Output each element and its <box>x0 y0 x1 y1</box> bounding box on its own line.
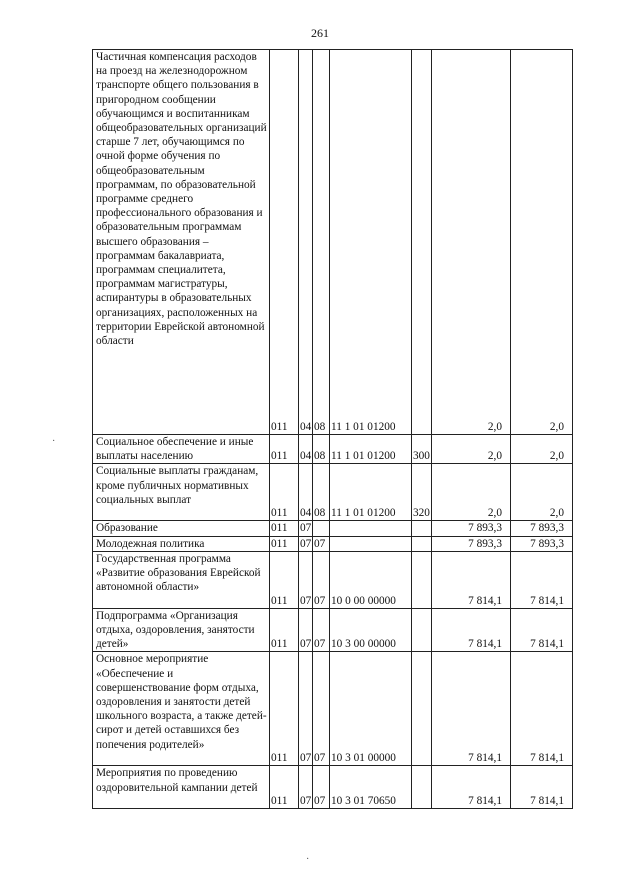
section-code: 07 <box>299 766 313 809</box>
target-article-code: 11 1 01 01200 <box>330 464 412 521</box>
grbs-code: 011 <box>270 608 299 652</box>
row-name: Подпрограмма «Организация отдыха, оздоровления, занятости детей» <box>93 608 270 652</box>
subsection-code: 08 <box>313 435 330 464</box>
expense-type-code <box>412 652 432 766</box>
amount-1: 2,0 <box>432 435 511 464</box>
subsection-code: 07 <box>313 551 330 608</box>
table-row <box>93 464 573 521</box>
amount-2: 7 814,1 <box>511 551 573 608</box>
amount-2: 2,0 <box>511 435 573 464</box>
subsection-code: 07 <box>313 652 330 766</box>
grbs-code: 011 <box>270 652 299 766</box>
budget-table <box>92 49 573 809</box>
amount-2: 7 814,1 <box>511 766 573 809</box>
subsection-code: 08 <box>313 464 330 521</box>
expense-type-code <box>412 521 432 536</box>
expense-type-code <box>412 536 432 551</box>
section-code: 04 <box>299 50 313 435</box>
expense-type-code <box>412 766 432 809</box>
target-article-code: 10 0 00 00000 <box>330 551 412 608</box>
amount-2: 7 814,1 <box>511 652 573 766</box>
amount-1: 7 814,1 <box>432 766 511 809</box>
subsection-code: 07 <box>313 536 330 551</box>
row-name: Социальные выплаты гражданам, кроме публичных нормативных социальных выплат <box>93 464 270 521</box>
subsection-code: 07 <box>313 608 330 652</box>
target-article-code: 11 1 01 01200 <box>330 435 412 464</box>
table-row <box>93 521 573 536</box>
target-article-code: 11 1 01 01200 <box>330 50 412 435</box>
section-code: 07 <box>300 537 312 550</box>
amount-2: 2,0 <box>511 50 573 435</box>
expense-type-code: 300 <box>412 435 432 464</box>
scan-speck: · <box>306 854 310 865</box>
scan-speck: · <box>52 436 56 447</box>
subsection-code <box>313 521 330 536</box>
grbs-code: 011 <box>270 435 299 464</box>
expense-type-code: 320 <box>412 464 432 521</box>
section-code: 07 <box>299 652 313 766</box>
section-code: 04 <box>299 435 313 464</box>
amount-1: 7 893,3 <box>432 536 511 551</box>
table-row <box>93 536 573 551</box>
grbs-code: 011 <box>270 551 299 608</box>
amount-1: 2,0 <box>432 50 511 435</box>
target-article-code <box>330 536 412 551</box>
target-article-code: 10 3 01 00000 <box>330 652 412 766</box>
amount-1: 7 893,3 <box>432 521 511 536</box>
amount-1: 7 814,1 <box>432 608 511 652</box>
grbs-code: 011 <box>270 766 299 809</box>
row-name: Частичная компенсация расходов на проезд на железнодорожном транспорте общего пользования в пригородном сообщении обучающимся и воспитанникам общеобразовательных организаций старше 7 лет, обучающимся по очной форме обучения по общеобразовательным программам, по образовательной программе среднего профессионального образования и образовательным программам высшего образования – программам бакалавриата, программам специалитета, программам магистратуры, аспирантуры в образовательных организациях, расположенных на территории Еврейской автономной области <box>93 50 270 435</box>
target-article-code: 10 3 00 00000 <box>330 608 412 652</box>
row-name: Образование <box>93 521 270 536</box>
row-name: Мероприятия по проведению оздоровительной кампании детей <box>93 766 270 809</box>
amount-2: 7 893,3 <box>511 521 573 536</box>
amount-2: 7 814,1 <box>511 608 573 652</box>
amount-1: 7 814,1 <box>432 652 511 766</box>
table-row <box>93 50 573 435</box>
expense-type-code <box>412 551 432 608</box>
grbs-code: 011 <box>270 521 299 536</box>
amount-2: 2,0 <box>511 464 573 521</box>
grbs-code: 011 <box>270 536 299 551</box>
row-name: Социальное обеспечение и иные выплаты населению <box>93 435 270 464</box>
subsection-code: 07 <box>313 766 330 809</box>
section-code: 04 <box>299 464 313 521</box>
expense-type-code <box>412 608 432 652</box>
section-code: 07 <box>299 608 313 652</box>
amount-1: 2,0 <box>432 464 511 521</box>
amount-1: 7 814,1 <box>432 551 511 608</box>
section-code: 07 <box>300 522 312 535</box>
expense-type-code <box>412 50 432 435</box>
amount-2: 7 893,3 <box>511 536 573 551</box>
table-row <box>93 435 573 464</box>
section-code: 07 <box>299 551 313 608</box>
grbs-code: 011 <box>270 464 299 521</box>
row-name: Государственная программа «Развитие образования Еврейской автономной области» <box>93 551 270 608</box>
grbs-code: 011 <box>270 50 299 435</box>
table-row <box>93 766 573 809</box>
row-name: Основное мероприятие «Обеспечение и совершенствование форм отдыха, оздоровления и занятости детей школьного возраста, а также детей-сирот и детей оставшихся без попечения родителей» <box>93 652 270 766</box>
table-row <box>93 608 573 652</box>
target-article-code: 10 3 01 70650 <box>330 766 412 809</box>
table-row <box>93 551 573 608</box>
page-number: 261 <box>311 26 329 40</box>
target-article-code <box>330 521 412 536</box>
row-name: Молодежная политика <box>93 536 270 551</box>
table-row <box>93 652 573 766</box>
subsection-code: 08 <box>313 50 330 435</box>
